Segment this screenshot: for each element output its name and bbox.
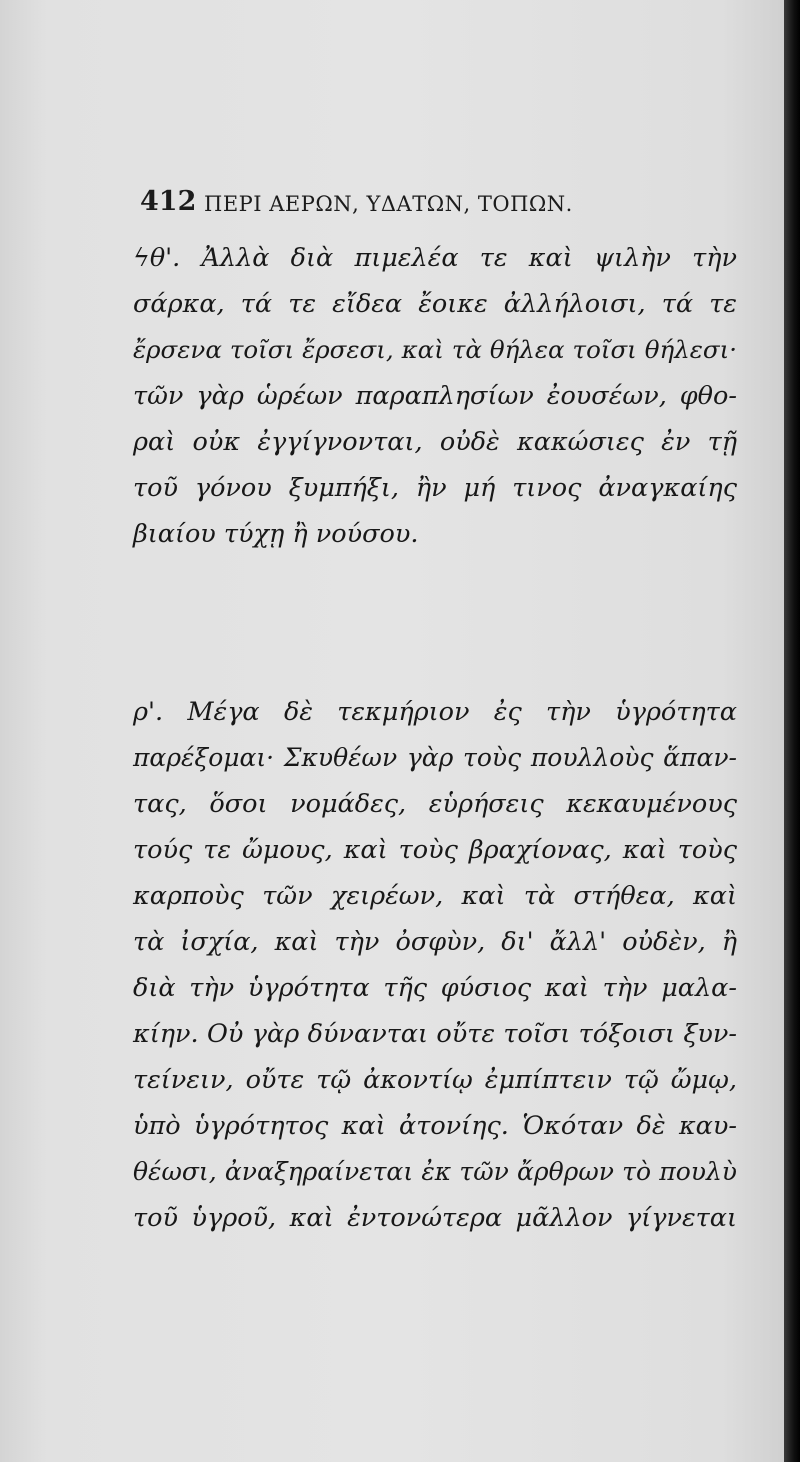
text-line: τας, ὅσοι νομάδες, εὑρήσεις κεκαυμένους — [133, 789, 737, 819]
text-line: παρέξομαι· Σκυθέων γὰρ τοὺς πουλλοὺς ἅπαν- — [133, 743, 737, 772]
text-line: κίην. Οὐ γὰρ δύνανται οὔτε τοῖσι τόξοισι ξυν- — [133, 1019, 737, 1049]
text-line: τὰ ἰσχία, καὶ τὴν ὀσφὺν, δι' ἄλλ' οὐδὲν, ἢ — [133, 927, 737, 957]
running-title: ΠΕΡΙ ΑΕΡΩΝ, ΥΔΑΤΩΝ, ΤΟΠΩΝ. — [204, 192, 573, 216]
text-line: τούς τε ὤμους, καὶ τοὺς βραχίονας, καὶ τοὺς — [133, 835, 737, 865]
scan-dark-edge — [784, 0, 800, 1462]
text-line: ὑπὸ ὑγρότητος καὶ ἀτονίης. Ὁκόταν δὲ καυ- — [133, 1111, 737, 1141]
text-line: ρ'. Μέγα δὲ τεκμήριον ἐς τὴν ὑγρότητα — [133, 697, 737, 727]
text-line: τοῦ ὑγροῦ, καὶ ἐντονώτερα μᾶλλον γίγνεται — [133, 1203, 737, 1233]
text-line: βιαίου τύχῃ ἢ νούσου. — [133, 519, 419, 549]
page-header — [140, 186, 740, 226]
text-line: τῶν γὰρ ὡρέων παραπλησίων ἐουσέων, φθο- — [133, 381, 737, 411]
text-line: ἔρσενα τοῖσι ἔρσεσι, καὶ τὰ θήλεα τοῖσι θήλεσι· — [133, 335, 737, 364]
text-line: τείνειν, οὔτε τῷ ἀκοντίῳ ἐμπίπτειν τῷ ὤμῳ, — [133, 1065, 737, 1095]
text-line: σάρκα, τά τε εἴδεα ἔοικε ἀλλήλοισι, τά τε — [133, 289, 737, 319]
text-line: ραὶ οὐκ ἐγγίγνονται, οὐδὲ κακώσιες ἐν τῇ — [133, 427, 737, 457]
text-line: καρποὺς τῶν χειρέων, καὶ τὰ στήθεα, καὶ — [133, 881, 737, 911]
text-line: ϟθ'. Ἀλλὰ διὰ πιμελέα τε καὶ ψιλὴν τὴν — [133, 243, 737, 273]
text-line: διὰ τὴν ὑγρότητα τῆς φύσιος καὶ τὴν μαλα- — [133, 973, 737, 1003]
page-number: 412 — [140, 186, 197, 217]
text-line: τοῦ γόνου ξυμπήξι, ἢν μή τινος ἀναγκαίης — [133, 473, 737, 503]
text-line: θέωσι, ἀναξηραίνεται ἐκ τῶν ἄρθρων τὸ πουλὺ — [133, 1157, 737, 1186]
